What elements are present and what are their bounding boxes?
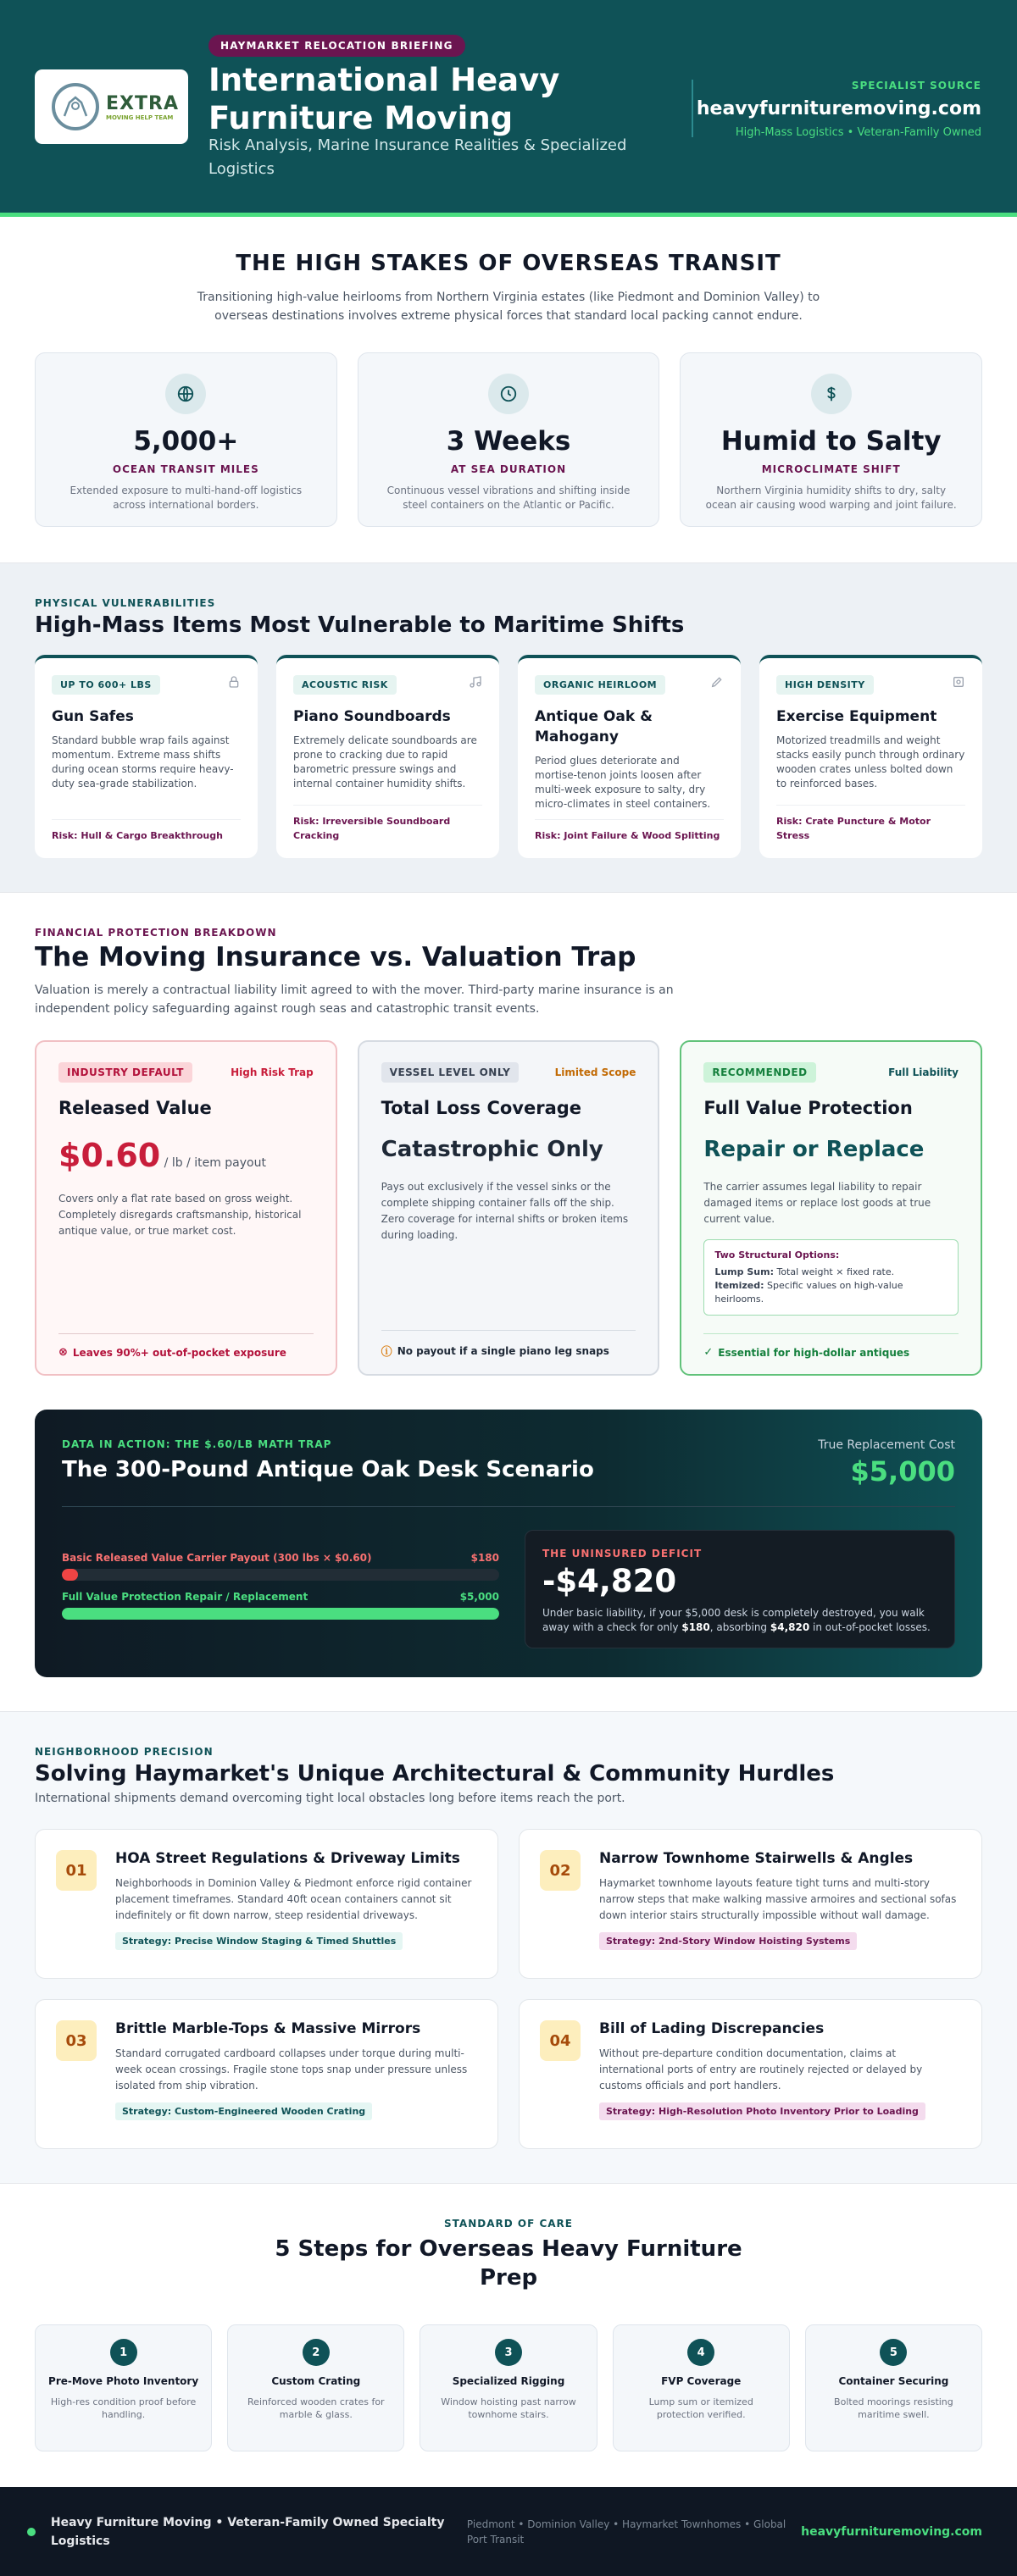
desk-scenario-panel — [35, 1410, 982, 1677]
hurdle-cards — [35, 1829, 982, 2149]
coverage-description: Covers only a flat rate based on gross weight. Completely disregards craftsmanship, historical antique value, or true market cost. — [58, 1193, 302, 1237]
step-card — [613, 2324, 790, 2451]
coverage-cards — [35, 1040, 982, 1376]
item-risk: Risk: Irreversible Soundboard Cracking — [293, 805, 482, 843]
coverage-description: The carrier assumes legal liability to repair damaged items or replace lost goods at true current value. — [703, 1181, 931, 1225]
hurdle-strategy: Strategy: Precise Window Staging & Timed Shuttles — [115, 1932, 403, 1950]
section-title: Solving Haymarket's Unique Architectural & Community Hurdles — [35, 1761, 835, 1787]
vulnerability-card — [518, 655, 741, 858]
hurdle-strategy: Strategy: Custom-Engineered Wooden Crating — [115, 2102, 372, 2120]
vulnerability-card — [276, 655, 499, 858]
step-card — [805, 2324, 982, 2451]
structural-options — [703, 1239, 959, 1316]
section-eyebrow: PHYSICAL VULNERABILITIES — [35, 597, 216, 609]
coverage-risk-level: Limited Scope — [554, 1066, 636, 1078]
basic-payout-label: Basic Released Value Carrier Payout (300 lbs × $0.60) — [62, 1552, 372, 1564]
stat-description: Continuous vessel vibrations and shifting inside steel containers on the Atlantic or Pacific. — [386, 485, 631, 511]
coverage-tag: RECOMMENDED — [703, 1062, 815, 1083]
clock-icon — [488, 374, 529, 414]
coverage-title: Full Value Protection — [703, 1098, 913, 1118]
hurdle-description: Neighborhoods in Dominion Valley & Piedmont enforce rigid container placement timeframes. Standard 40ft ocean containers cannot sit indefinitely or fit down narrow, steep residential driveways. — [115, 1877, 472, 1921]
section-title: 5 Steps for Overseas Heavy Furniture Prep — [275, 2236, 742, 2291]
hurdle-description: Standard corrugated cardboard collapses under torque during multi-week ocean crossings. Fragile stone tops snap under pressure unless isolated from ship vibration. — [115, 2047, 468, 2091]
coverage-footnote — [381, 1330, 636, 1359]
step-title: Custom Crating — [271, 2375, 361, 2387]
section-eyebrow: STANDARD OF CARE — [444, 2218, 573, 2230]
hero-header — [0, 0, 1017, 217]
step-title: Specialized Rigging — [452, 2375, 565, 2387]
status-dot-icon — [27, 2528, 36, 2536]
logo-word: EXTRA — [106, 92, 179, 114]
item-description: Standard bubble wrap fails against momentum. Extreme mass shifts during ocean storms require heavy-duty sea-grade stabilization. — [52, 734, 234, 789]
hurdle-title: Narrow Townhome Stairwells & Angles — [599, 1850, 914, 1867]
neighborhood-section — [0, 1712, 1017, 2184]
scenario-divider — [62, 1506, 955, 1507]
stat-value: 3 Weeks — [446, 426, 571, 457]
basic-payout-bar — [62, 1569, 78, 1581]
cost-value: $5,000 — [850, 1455, 955, 1487]
footnote-text: Leaves 90%+ out-of-pocket exposure — [72, 1346, 286, 1359]
item-description: Period glues deteriorate and mortise-tenon joints loosen after multi-week exposure to salty, dry micro-climates in steel containers. — [535, 755, 711, 810]
fvp-payout-bar — [62, 1608, 499, 1620]
coverage-footnote — [703, 1333, 959, 1359]
item-title: Piano Soundboards — [293, 708, 451, 725]
coverage-scope: Repair or Replace — [703, 1137, 925, 1162]
deficit-value: -$4,820 — [542, 1563, 677, 1599]
hurdle-number: 04 — [540, 2020, 581, 2061]
options-title: Two Structural Options: — [714, 1249, 840, 1260]
step-title: Container Securing — [838, 2375, 949, 2387]
hurdle-title: Bill of Lading Discrepancies — [599, 2020, 825, 2037]
page-subtitle: Risk Analysis, Marine Insurance Realities & Specialized Logistics — [208, 136, 627, 178]
coverage-title: Total Loss Coverage — [381, 1098, 582, 1118]
footer-brand: Heavy Furniture Moving • Veteran-Family Owned Specialty Logistics — [50, 2515, 445, 2548]
section-eyebrow: FINANCIAL PROTECTION BREAKDOWN — [35, 927, 277, 939]
step-number: 5 — [880, 2339, 907, 2366]
hurdle-number: 03 — [56, 2020, 97, 2061]
section-eyebrow: NEIGHBORHOOD PRECISION — [35, 1746, 214, 1758]
coverage-tag: VESSEL LEVEL ONLY — [381, 1062, 520, 1083]
logo-tagline: MOVING HELP TEAM — [106, 114, 174, 121]
basic-payout-track — [62, 1569, 499, 1581]
replacement-cost — [818, 1438, 955, 1487]
step-description: Lump sum or itemized protection verified. — [648, 2396, 753, 2420]
step-description: Window hoisting past narrow townhome stairs. — [441, 2396, 576, 2420]
coverage-title: Released Value — [58, 1098, 212, 1118]
step-card — [227, 2324, 404, 2451]
hurdle-strategy: Strategy: High-Resolution Photo Inventory Prior to Loading — [599, 2102, 925, 2120]
rate-value: $0.60 — [58, 1137, 161, 1174]
hurdle-title: HOA Street Regulations & Driveway Limits — [115, 1850, 460, 1867]
step-cards — [35, 2324, 982, 2451]
lock-icon — [227, 675, 241, 692]
section-title: High-Mass Items Most Vulnerable to Maritime Shifts — [35, 612, 685, 638]
option-lump-sum: Lump Sum: Total weight × fixed rate. — [714, 1266, 895, 1277]
coverage-risk-level: Full Liability — [888, 1066, 959, 1078]
step-number: 3 — [495, 2339, 522, 2366]
footnote-text: Essential for high-dollar antiques — [718, 1346, 910, 1359]
stat-cards — [35, 352, 982, 527]
source-label: SPECIALIST SOURCE — [851, 80, 981, 91]
scenario-title: The 300-Pound Antique Oak Desk Scenario — [62, 1457, 594, 1482]
footer-site-link[interactable]: heavyfurnituremoving.com — [801, 2524, 982, 2539]
source-site-link[interactable]: heavyfurnituremoving.com — [696, 98, 981, 119]
coverage-rate — [58, 1137, 314, 1174]
item-risk: Risk: Hull & Cargo Breakthrough — [52, 819, 241, 843]
density-badge: HIGH DENSITY — [776, 675, 874, 695]
page-footer — [0, 2487, 1017, 2576]
vulnerability-card — [759, 655, 982, 858]
item-title: Gun Safes — [52, 708, 134, 725]
vulnerabilities-section — [0, 563, 1017, 893]
logo-wordmark — [106, 93, 179, 121]
company-logo[interactable] — [35, 69, 188, 144]
section-lead: Valuation is merely a contractual liability limit agreed to with the mover. Third-party marine insurance is an independent policy safeguarding against rough seas and catastrophic transit events. — [35, 983, 674, 1016]
scenario-eyebrow: DATA IN ACTION: THE $.60/LB MATH TRAP — [62, 1438, 332, 1450]
section-lead: International shipments demand overcoming tight local obstacles long before items reach the port. — [35, 1792, 625, 1805]
hurdle-card — [519, 1999, 982, 2149]
step-number: 1 — [110, 2339, 137, 2366]
steps-section — [0, 2184, 1017, 2487]
payout-bars — [62, 1552, 499, 1620]
section-title: The Moving Insurance vs. Valuation Trap — [35, 942, 636, 972]
pencil-icon — [710, 675, 724, 692]
coverage-card-total-loss — [358, 1040, 660, 1376]
coverage-card-full-value — [680, 1040, 982, 1376]
stat-value: Humid to Salty — [720, 426, 942, 457]
step-card — [420, 2324, 597, 2451]
header-divider — [692, 80, 693, 137]
vulnerability-cards — [35, 655, 982, 858]
step-title: FVP Coverage — [661, 2375, 742, 2387]
step-description: Bolted moorings resisting maritime swell. — [834, 2396, 953, 2420]
footer-service-areas: Piedmont • Dominion Valley • Haymarket Townhomes • Global Port Transit — [466, 2518, 786, 2546]
globe-icon — [165, 374, 206, 414]
stat-label: MICROCLIMATE SHIFT — [761, 463, 901, 475]
specialist-source — [697, 80, 981, 139]
coverage-card-released-value — [35, 1040, 337, 1376]
hurdle-number: 01 — [56, 1850, 97, 1891]
stat-card — [35, 352, 337, 527]
insurance-section — [0, 893, 1017, 1712]
vulnerability-card — [35, 655, 258, 858]
rate-unit: / lb / item payout — [160, 1156, 266, 1170]
warning-circle-icon: ⓘ — [381, 1346, 392, 1359]
deficit-label: THE UNINSURED DEFICIT — [542, 1548, 703, 1559]
coverage-footnote — [58, 1333, 314, 1359]
stat-description: Extended exposure to multi-hand-off logistics across international borders. — [69, 485, 303, 511]
fvp-payout-label-row — [62, 1591, 499, 1603]
fvp-payout-track — [62, 1608, 499, 1620]
fvp-payout-value: $5,000 — [459, 1591, 499, 1603]
item-title: Antique Oak & Mahogany — [535, 708, 653, 745]
step-description: Reinforced wooden crates for marble & glass. — [247, 2396, 385, 2420]
dollar-icon — [811, 374, 852, 414]
hurdle-strategy: Strategy: 2nd-Story Window Hoisting Systems — [599, 1932, 857, 1950]
fvp-payout-label: Full Value Protection Repair / Replacement — [62, 1591, 308, 1603]
weight-badge: UP TO 600+ LBS — [52, 675, 160, 695]
x-circle-icon: ⊗ — [58, 1346, 68, 1359]
step-number: 2 — [303, 2339, 330, 2366]
item-description: Extremely delicate soundboards are prone to cracking due to rapid barometric pressure swings and internal container humidity shifts. — [293, 734, 477, 789]
option-itemized: Itemized: Specific values on high-value heirlooms. — [714, 1280, 903, 1305]
logo-emblem-icon — [52, 83, 99, 130]
stat-description: Northern Virginia humidity shifts to dry, salty ocean air causing wood warping and joint failure. — [705, 485, 957, 511]
weight-icon — [952, 675, 965, 692]
briefing-badge: HAYMARKET RELOCATION BRIEFING — [208, 35, 465, 57]
coverage-risk-level: High Risk Trap — [231, 1066, 314, 1078]
deficit-description: Under basic liability, if your $5,000 desk is completely destroyed, you walk away with a check for only $180, absorbing $4,820 in out-of-pocket losses. — [542, 1607, 931, 1633]
hurdle-card — [35, 1829, 498, 1979]
footnote-text: No payout if a single piano leg snaps — [397, 1344, 609, 1357]
item-risk: Risk: Joint Failure & Wood Splitting — [535, 819, 724, 843]
stat-label: AT SEA DURATION — [450, 463, 567, 475]
check-icon: ✓ — [703, 1346, 714, 1359]
stat-value: 5,000+ — [133, 426, 239, 457]
coverage-description: Pays out exclusively if the vessel sinks or the complete shipping container falls off the ship. Zero coverage for internal shifts or broken items during loading. — [381, 1181, 629, 1241]
section-intro: Transitioning high-value heirlooms from Northern Virginia estates (like Piedmont and Dominion Valley) to overseas destinations involves extreme physical forces that standard local packing cannot endure. — [197, 291, 820, 323]
step-card — [35, 2324, 212, 2451]
stat-label: OCEAN TRANSIT MILES — [112, 463, 259, 475]
item-title: Exercise Equipment — [776, 708, 937, 725]
hurdle-number: 02 — [540, 1850, 581, 1891]
hurdle-card — [519, 1829, 982, 1979]
heirloom-badge: ORGANIC HEIRLOOM — [535, 675, 665, 695]
hurdle-description: Haymarket townhome layouts feature tight turns and multi-story narrow steps that make walking massive armoires and sectional sofas down interior stairs structurally impossible without wall damage. — [599, 1877, 957, 1921]
item-risk: Risk: Crate Puncture & Motor Stress — [776, 805, 965, 843]
step-description: High-res condition proof before handling. — [50, 2396, 197, 2420]
stat-card — [358, 352, 660, 527]
source-tagline: High-Mass Logistics • Veteran-Family Owned — [735, 126, 981, 139]
step-number: 4 — [687, 2339, 714, 2366]
stat-card — [680, 352, 982, 527]
risk-badge: ACOUSTIC RISK — [293, 675, 397, 695]
coverage-tag: INDUSTRY DEFAULT — [58, 1062, 192, 1083]
music-note-icon — [469, 675, 482, 692]
step-title: Pre-Move Photo Inventory — [48, 2375, 199, 2387]
basic-payout-value: $180 — [470, 1552, 499, 1564]
cost-label: True Replacement Cost — [818, 1438, 955, 1452]
uninsured-deficit-box — [525, 1530, 955, 1648]
hurdle-description: Without pre-departure condition documentation, claims at international ports of entry are routinely rejected or delayed by customs officials and port handlers. — [599, 2047, 923, 2091]
hurdle-card — [35, 1999, 498, 2149]
high-stakes-section — [0, 217, 1017, 563]
page-title: International Heavy Furniture Moving — [208, 62, 560, 136]
item-description: Motorized treadmills and weight stacks easily punch through ordinary wooden crates unless bolted down to reinforced bases. — [776, 734, 965, 789]
hurdle-title: Brittle Marble-Tops & Massive Mirrors — [115, 2020, 421, 2037]
coverage-scope: Catastrophic Only — [381, 1137, 603, 1162]
basic-payout-label-row — [62, 1552, 499, 1564]
section-title: THE HIGH STAKES OF OVERSEAS TRANSIT — [236, 251, 781, 276]
